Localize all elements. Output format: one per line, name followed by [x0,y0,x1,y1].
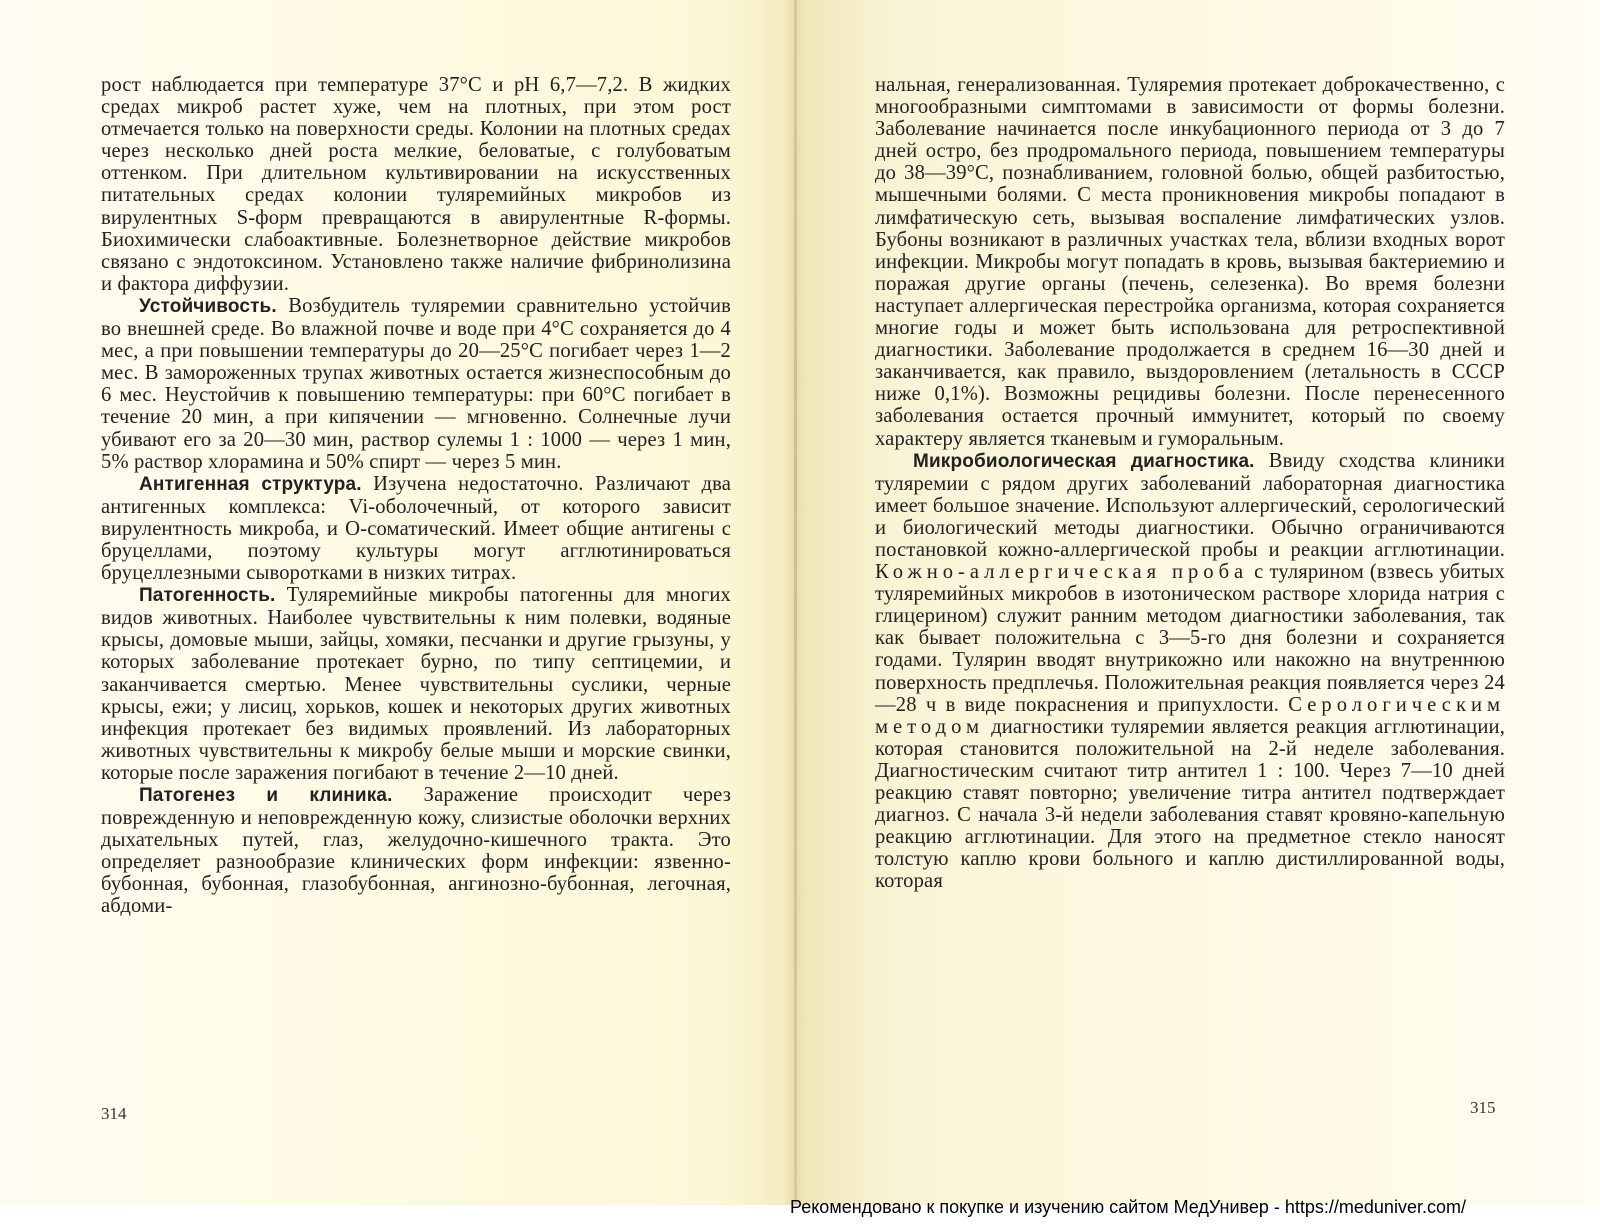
section-stability [101,295,731,473]
section-text: Заражение происходит через поврежденную и неповрежденную кожу, слизистые оболочки верхних дыхательных путей, глаз, желудочно-кишечного тракта. Это определяет разнообразие клинических форм инфекции: язвенно-бубонная, бубонная, глазобубонная, ангинозно-бубонная, легочная, абдоми- [101,784,732,918]
section-pathogenesis [101,784,731,918]
section-microbiological-diagnostics [875,450,1505,893]
section-text: диагностики туляремии является реакция агглютинации, которая становится положительной на 2-й неделе заболевания. Диагностическим считают титр антител 1 : 100. Через 7—10 дней реакцию ставят повторно; увеличение титра антител подтверждает диагноз. С начала 3-й недели заболевания ставят кровяно-капельную реакцию агглютинации. Для этого на предметное стекло наносят толстую каплю крови больного и каплю дистиллированной воды, которая [875,715,1505,893]
left-intro-paragraph: рост наблюдается при температуре 37°С и pH 6,7—7,2. В жидких средах микроб растет хуже, чем на плотных, при этом рост отмечается только на поверхности среды. Колонии на плотных средах через несколько дней роста мелкие, беловатые, с голубоватым оттенком. При длительном культивировании на искусственных питательных средах колонии туляремийных микробов из вирулентных S-форм превращаются в авирулентные R-формы. Биохимически слабоактивные. Болезнетворное действие микробов связано с эндотоксином. Установлено также наличие фибринолизина и фактора диффузии. [101,74,731,295]
spaced-term: Серологическим методом [875,693,1505,738]
right-page-number: 315 [1470,1098,1496,1117]
spaced-term: Кожно-аллергическая проба [875,561,1249,584]
book-gutter [794,0,797,1205]
section-text: Изучена недостаточно. Различают два антигенных комплекса: Vi-оболочечный, от которого зависит вирулентность микроба, и О-соматический. Имеет общие антигены с бруцеллами, поэтому культуры могут агглютинироваться бруцеллезными сыворотками в низких титрах. [101,472,731,585]
right-intro-paragraph: нальная, генерализованная. Туляремия протекает доброкачественно, с многообразными симптомами в зависимости от формы болезни. Заболевание начинается после инкубационного периода от 3 до 7 дней остро, без продромального периода, повышением температуры до 38—39°С, познабливанием, головной болью, общей разбитостью, мышечными болями. С места проникновения микробы попадают в лимфатическую сеть, вызывая воспаление лимфатических узлов. Бубоны возникают в различных участках тела, вблизи входных ворот инфекции. Микробы могут попадать в кровь, вызывая бактериемию и поражая другие органы (печень, селезенка). Во время болезни наступает аллергическая перестройка организма, которая сохраняется многие годы и может быть использована для ретроспективной диагностики. Заболевание продолжается в среднем 16—30 дней и заканчивается, как правило, выздоровлением (летальность в СССР ниже 0,1%). Возможны рецидивы болезни. После перенесенного заболевания остается прочный иммунитет, который по своему характеру является тканевым и гуморальным. [875,74,1505,450]
section-text: с тулярином (взвесь убитых туляремийных микробов в изотоническом растворе хлорида натрия с глицерином) служит ранним методом диагностики заболевания, так как бывает положительна с 3—5-го дня болезни и сохраняется годами. Тулярин вводят внутрикожно или накожно на внутреннюю поверхность предплечья. Положительная реакция появляется через 24—28 ч в виде покраснения и припухлости. [875,561,1505,716]
section-text: Возбудитель туляремии сравнительно устойчив во внешней среде. Во влажной почве и воде при 4°С сохраняется до 4 мес, а при повышении температуры до 20—25°С погибает через 1—2 мес. В замороженных трупах животных остается жизнеспособным до 6 мес. Неустойчив к повышению температуры: при 60°С погибает в течение 20 мин, а при кипячении — мгновенно. Солнечные лучи убивают его за 20—30 мин, раствор сулемы 1 : 1000 — через 1 мин, 5% раствор хлорамина и 50% спирт — через 5 мин. [101,294,731,473]
left-page-number: 314 [101,1104,127,1123]
section-heading: Микробиологическая диагностика. [913,450,1255,472]
section-text: Туляремийные микробы патогенны для многих видов животных. Наиболее чувствительны к ним полевки, водяные крысы, домовые мыши, зайцы, хомяки, песчанки и другие грызуны, у которых заболевание протекает бурно, по типу септицемии, и заканчивается смертью. Менее чувствительны суслики, черные крысы, ежи; у лисиц, хорьков, кошек и некоторых других животных инфекция протекает без видимых проявлений. Из лабораторных животных чувствительны к микробу белые мыши и морские свинки, которые после заражения погибают в течение 2—10 дней. [101,584,731,784]
section-heading: Патогенность. [139,585,276,607]
section-heading: Патогенез и клиника. [139,785,393,806]
section-heading: Устойчивость. [139,295,277,317]
left-page [101,74,731,918]
section-antigen-structure [101,473,731,584]
watermark-link[interactable]: Рекомендовано к покупке и изучению сайтом МедУнивер - https://meduniver.com/ [790,1197,1466,1217]
right-page [875,74,1505,892]
section-pathogenicity [101,584,731,784]
section-text: Ввиду сходства клиники туляремии с рядом других заболеваний лабораторная диагностика имеет большое значение. Используют аллергический, серологический и биологический методы диагностики. Обычно ограничиваются постановкой кожно-аллергической пробы и реакции агглютинации. [875,449,1505,561]
section-heading: Антигенная структура. [139,473,362,495]
